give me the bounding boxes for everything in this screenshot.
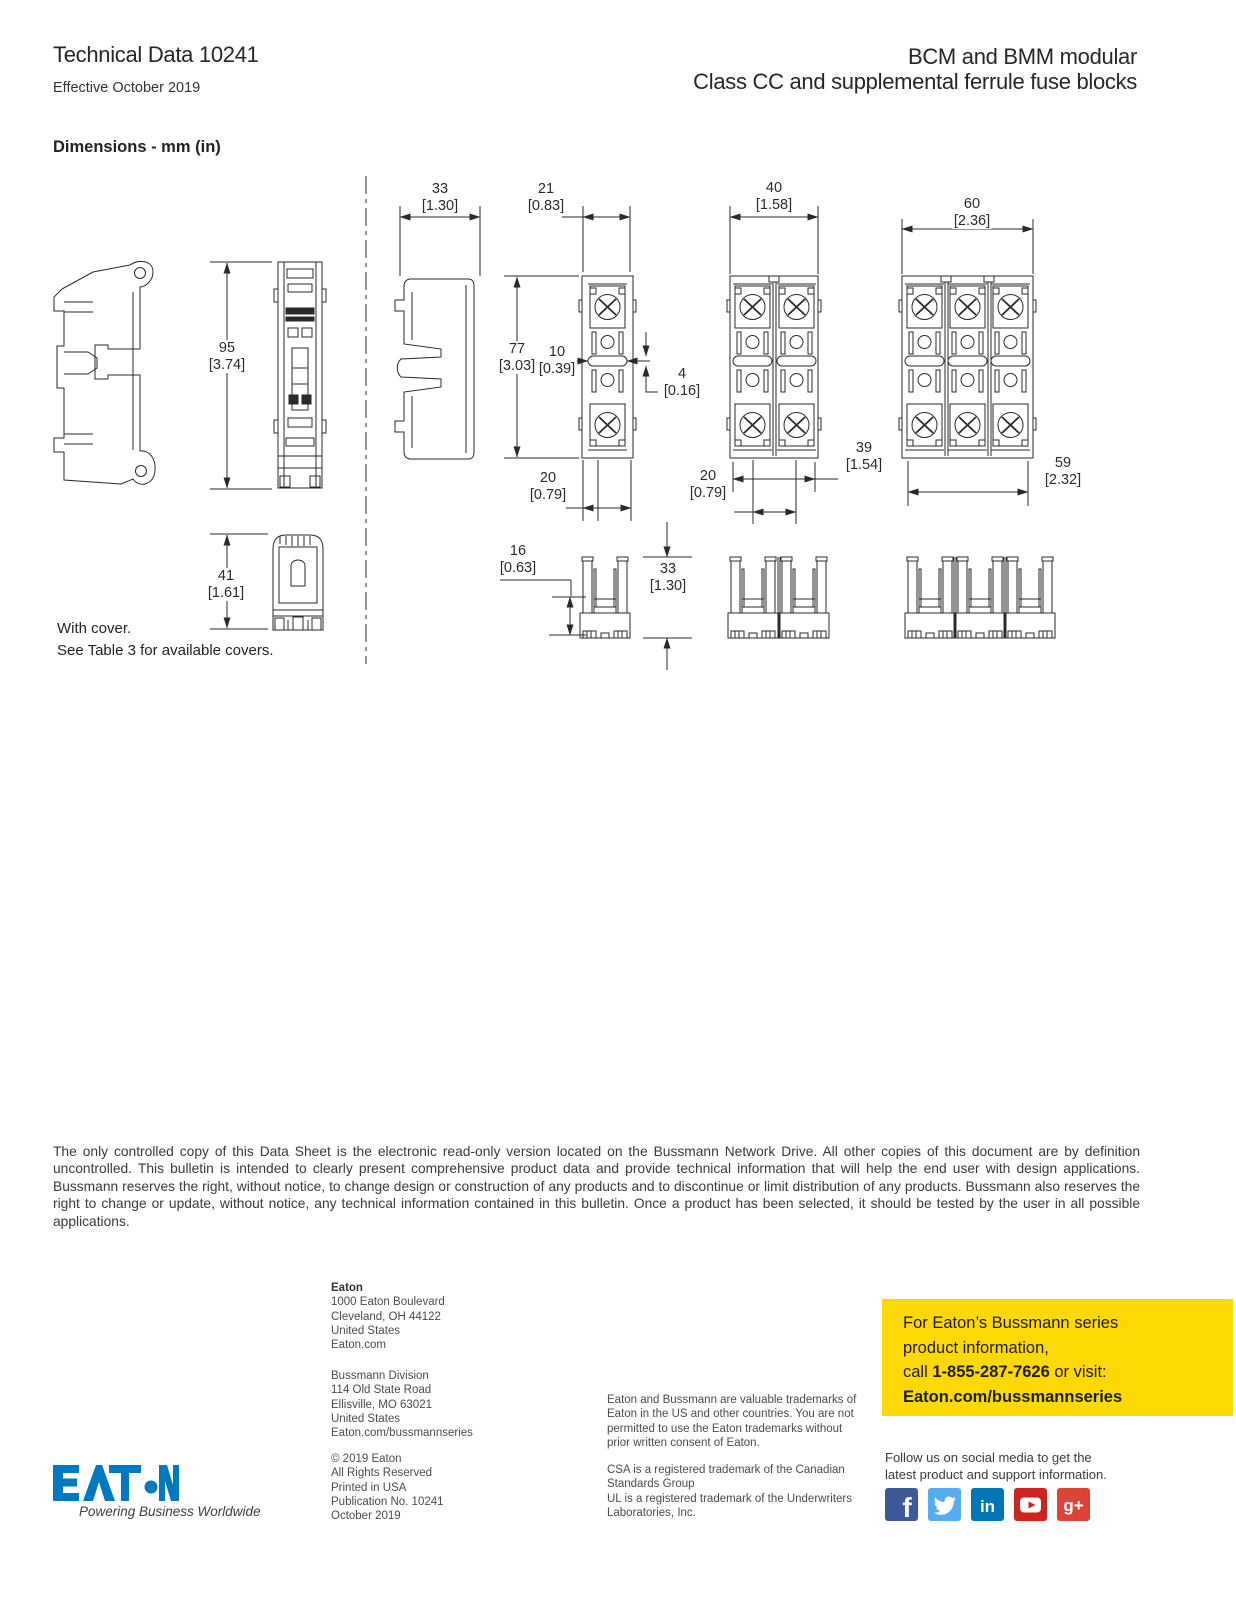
dim-95-graphic xyxy=(210,262,272,489)
dimension-label-41mm: 41 [1.61] xyxy=(207,568,245,601)
contact-line1: For Eaton’s Bussmann series xyxy=(903,1314,1119,1332)
dim-39-graphic xyxy=(733,462,838,492)
address-line: Ellisville, MO 63021 xyxy=(331,1398,432,1411)
dimension-label-21mm: 21 [0.83] xyxy=(527,181,565,214)
dimension-label-4mm: 4 [0.16] xyxy=(663,366,701,399)
dimension-label-33mm: 33 [1.30] xyxy=(421,181,459,214)
fuse-block-3pole-end-view xyxy=(905,557,1055,638)
contact-line2: product information, xyxy=(903,1338,1049,1357)
social-icons-row xyxy=(885,1488,1090,1521)
fuse-block-2pole-end-view xyxy=(728,557,829,638)
publication-line: Printed in USA xyxy=(331,1481,407,1494)
company-address xyxy=(331,1281,445,1352)
cover-note-line2: See Table 3 for available covers. xyxy=(57,641,274,659)
contact-info-box xyxy=(882,1299,1233,1416)
youtube-icon[interactable] xyxy=(1014,1488,1047,1521)
fuse-block-2pole-top-view xyxy=(727,276,821,458)
front-view-with-cover xyxy=(274,262,326,488)
dim-4-graphic xyxy=(646,332,658,392)
cover-end-view xyxy=(273,535,323,630)
side-profile-with-cover xyxy=(54,261,155,484)
eaton-tagline: Powering Business Worldwide xyxy=(79,1504,261,1519)
dim-40-graphic xyxy=(730,206,818,274)
social-heading-line2: latest product and support information. xyxy=(885,1467,1107,1482)
dimension-drawing xyxy=(0,0,1236,700)
address-line: United States xyxy=(331,1412,401,1425)
dimension-label-33mm: 33 [1.30] xyxy=(649,561,687,594)
address-line: 1000 Eaton Boulevard xyxy=(331,1296,445,1309)
dim-20-2pole-graphic xyxy=(734,460,796,524)
dimension-label-10mm: 10 [0.39] xyxy=(538,344,576,377)
dim-59-graphic xyxy=(908,461,1028,506)
address-line: 114 Old State Road xyxy=(331,1384,432,1397)
cover-note-line1: With cover. xyxy=(57,620,132,637)
dim-21-graphic xyxy=(562,206,630,272)
ul-trademark-line: UL is a registered trademark of the Underwriters Laboratories, Inc. xyxy=(607,1492,853,1519)
contact-phone: 1-855-287-7626 xyxy=(932,1363,1050,1381)
address-line: Eaton.com xyxy=(331,1339,386,1352)
svg-text:in: in xyxy=(979,1497,996,1516)
disclaimer-paragraph: The only controlled copy of this Data Sheet is the electronic read-only version located on the Bussmann Network Drive. All other copies of this document are by definition uncontrolled. This bulletin is intended to clearly present comprehensive product data and provide technical information that will help the end user with design applications. Bussmann reserves the right, without notice, to change design or construction of any products and to discontinue or limit distribution of any products. Bussmann also reserves the right to change or update, without notice, any technical information contained in this bulletin. Once a product has been selected, it should be tested by the user in all possible applications. xyxy=(53,1144,1140,1229)
eaton-logo xyxy=(53,1463,181,1503)
dim-33-bottom-graphic xyxy=(643,522,692,670)
publication-line: October 2019 xyxy=(331,1510,401,1523)
svg-text:f: f xyxy=(902,1492,912,1521)
document-title: Technical Data 10241 xyxy=(53,42,259,67)
social-heading-line1: Follow us on social media to get the xyxy=(885,1450,1092,1465)
svg-text:g+: g+ xyxy=(1063,1496,1084,1515)
facebook-icon[interactable] xyxy=(885,1488,918,1521)
dim-16-graphic xyxy=(500,580,586,635)
dimension-label-77mm: 77 [3.03] xyxy=(498,341,536,374)
social-media-heading xyxy=(885,1449,1107,1483)
csa-trademark-line: CSA is a registered trademark of the Canadian Standards Group xyxy=(607,1464,845,1491)
effective-date: Effective October 2019 xyxy=(53,80,201,96)
product-title-line1: BCM and BMM modular xyxy=(907,44,1137,69)
address-line: Bussmann Division xyxy=(331,1370,429,1382)
google-plus-icon[interactable] xyxy=(1057,1488,1090,1521)
registered-trademark-notice xyxy=(607,1463,869,1520)
publication-info xyxy=(331,1452,444,1523)
contact-line3: call 1-855-287-7626 or visit: xyxy=(903,1363,1107,1381)
dimension-label-39mm: 39 [1.54] xyxy=(845,440,883,473)
linkedin-icon[interactable] xyxy=(971,1488,1004,1521)
dimension-label-40mm: 40 [1.58] xyxy=(755,180,793,213)
dimension-label-95mm: 95 [3.74] xyxy=(208,340,246,373)
contact-url: Eaton.com/bussmannseries xyxy=(903,1387,1123,1406)
publication-line: All Rights Reserved xyxy=(331,1467,432,1480)
division-address xyxy=(331,1369,473,1440)
address-line: Cleveland, OH 44122 xyxy=(331,1310,441,1323)
publication-line: Publication No. 10241 xyxy=(331,1495,444,1508)
publication-line: © 2019 Eaton xyxy=(331,1453,402,1465)
eaton-logo-letters xyxy=(53,1465,179,1501)
dimensions-section-heading: Dimensions - mm (in) xyxy=(53,138,221,156)
address-line: United States xyxy=(331,1324,401,1337)
fuse-block-3pole-top-view xyxy=(899,276,1036,458)
address-line: Eaton xyxy=(331,1282,363,1294)
dim-20-1pole-graphic xyxy=(566,460,631,521)
dimension-label-20mm: 20 [0.79] xyxy=(529,470,567,503)
dimension-label-20mm: 20 [0.79] xyxy=(689,468,727,501)
dimension-label-60mm: 60 [2.36] xyxy=(953,196,991,229)
dimension-label-59mm: 59 [2.32] xyxy=(1044,455,1082,488)
cover-note xyxy=(57,618,274,661)
product-title-line2: Class CC and supplemental ferrule fuse blocks xyxy=(693,69,1137,94)
fuse-block-1pole-end-view xyxy=(580,557,630,638)
dim-33-top-graphic xyxy=(400,206,480,276)
dimension-label-16mm: 16 [0.63] xyxy=(499,543,537,576)
fuse-block-1pole-top-view xyxy=(579,276,636,458)
twitter-icon[interactable] xyxy=(928,1488,961,1521)
side-profile-no-cover xyxy=(395,279,474,459)
trademark-notice: Eaton and Bussmann are valuable trademarks of Eaton in the US and other countries. You are not permitted to use the Eaton trademarks without prior written consent of Eaton. xyxy=(607,1394,857,1449)
address-line: Eaton.com/bussmannseries xyxy=(331,1427,473,1440)
